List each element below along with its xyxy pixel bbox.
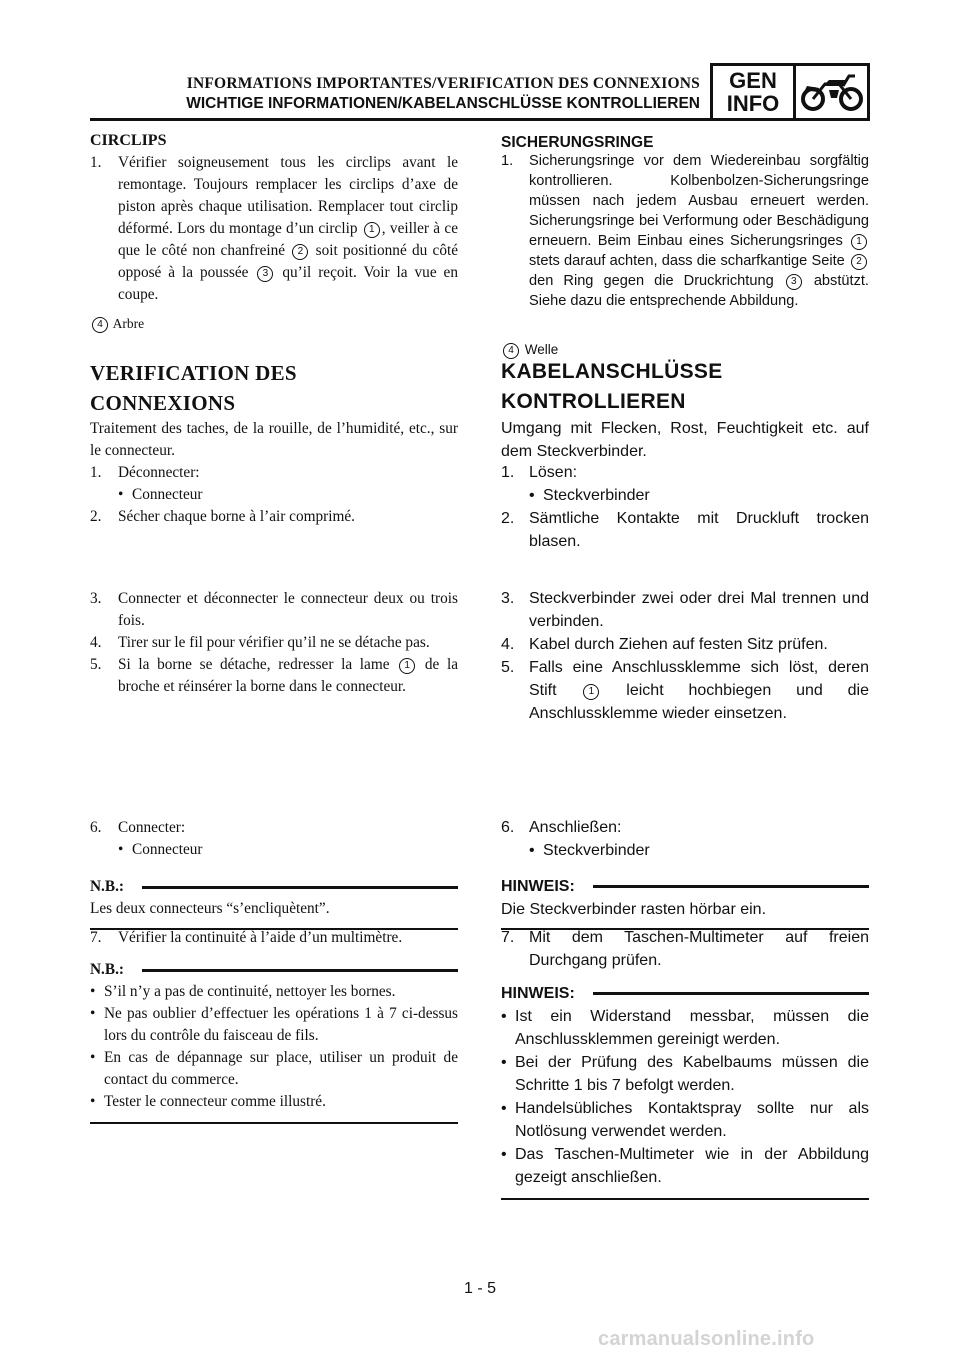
de-note-2-item: Handelsübliches Kontaktspray sollte nur als Notlösung verwendet werden. xyxy=(515,1100,869,1140)
fr-circlips-title: CIRCLIPS xyxy=(90,132,167,149)
fr-section-title xyxy=(90,358,458,418)
gen-info-badge xyxy=(710,63,870,121)
callout-4: 4 xyxy=(503,343,519,359)
de-step-6: Anschließen: xyxy=(529,819,622,836)
fr-note-1-text: Les deux connecteurs “s’encliquètent”. xyxy=(90,900,330,917)
callout-1: 1 xyxy=(583,684,599,700)
fr-step-6-block xyxy=(90,817,458,861)
step-number: 4. xyxy=(90,634,102,651)
fr-note-2-item: S’il n’y a pas de continuité, nettoyer les bornes. xyxy=(104,983,396,1000)
note-rule xyxy=(593,885,869,888)
de-steps-1-2 xyxy=(501,461,869,553)
fr-circlips-text-4: qu’il reçoit. Voir la vue en coupe. xyxy=(118,264,458,303)
bullet: • xyxy=(118,486,124,503)
fr-note-2 xyxy=(90,959,458,1124)
header-title-fr: INFORMATIONS IMPORTANTES/VERIFICATION DES CONNEXIONS xyxy=(186,75,700,92)
fr-note-2-item: En cas de dépannage sur place, utiliser un produit de contact du commerce. xyxy=(104,1049,458,1088)
bullet: • xyxy=(529,842,535,859)
de-step-7 xyxy=(501,926,869,972)
motorcycle-icon xyxy=(796,66,867,118)
de-circlips-text-2: stets darauf achten, dass die scharfkantige Seite xyxy=(529,253,845,269)
step-number: 1. xyxy=(501,464,515,481)
de-step-6-block xyxy=(501,816,869,862)
note-rule xyxy=(142,969,458,972)
fr-step-7 xyxy=(90,927,458,949)
de-steps-3-5 xyxy=(501,587,869,725)
step-number: 3. xyxy=(90,590,102,607)
fr-circlips-text-3: soit positionné du côté opposé à la poussée xyxy=(118,242,459,281)
fr-note-1 xyxy=(90,876,458,930)
de-step-4: Kabel durch Ziehen auf festen Sitz prüfen. xyxy=(529,636,828,653)
callout-1: 1 xyxy=(399,658,415,674)
bullet: • xyxy=(90,983,96,1000)
de-step-5-b: leicht hochbiegen und die Anschlussklemme wieder einsetzen. xyxy=(529,682,869,722)
de-note-2-item: Bei der Prüfung des Kabelbaums müssen die Schritte 1 bis 7 befolgt werden. xyxy=(515,1054,869,1094)
de-note-2 xyxy=(501,982,869,1200)
step-number: 5. xyxy=(501,659,515,676)
gen-info-label xyxy=(713,66,796,118)
note-end-rule xyxy=(501,1198,869,1200)
badge-line-1: GEN xyxy=(729,68,777,93)
fr-note-2-item: Ne pas oublier d’effectuer les opérations 1 à 7 ci-dessus lors du contrôle du faisceau de fils. xyxy=(104,1005,458,1044)
step-number: 6. xyxy=(90,819,102,836)
de-step-6-bullet: Steckverbinder xyxy=(543,842,650,859)
callout-1: 1 xyxy=(851,234,867,250)
bullet: • xyxy=(501,1008,507,1025)
step-number: 4. xyxy=(501,636,515,653)
fr-step-5-b: de la broche et réinsérer la borne dans le connecteur. xyxy=(118,656,459,695)
page-number: 1 - 5 xyxy=(463,1280,496,1297)
step-number: 2. xyxy=(90,508,102,525)
fr-section-title-line-1: VERIFICATION DES xyxy=(90,361,297,385)
de-circlips-title: SICHERUNGSRINGE xyxy=(501,134,654,151)
fr-legend-text: Arbre xyxy=(112,316,145,331)
step-number: 6. xyxy=(501,819,515,836)
de-step-2: Sämtliche Kontakte mit Druckluft trocken blasen. xyxy=(529,510,869,550)
header-rule xyxy=(90,118,710,121)
de-step-1: Lösen: xyxy=(529,464,578,481)
badge-line-2: INFO xyxy=(726,91,780,116)
de-note-2-item: Ist ein Widerstand messbar, müssen die Anschlussklemmen gereinigt werden. xyxy=(515,1008,869,1048)
fr-step-7-text: Vérifier la continuité à l’aide d’un multimètre. xyxy=(118,929,403,946)
callout-3: 3 xyxy=(786,274,802,290)
de-step-3: Steckverbinder zwei oder drei Mal trennen und verbinden. xyxy=(529,590,869,630)
bullet: • xyxy=(501,1054,507,1071)
fr-note-1-label: N.B.: xyxy=(90,878,124,895)
bullet: • xyxy=(90,1005,96,1022)
de-note-2-label: HINWEIS: xyxy=(501,985,575,1002)
step-number: 1. xyxy=(90,464,102,481)
de-section-title-line-1: KABELANSCHLÜSSE xyxy=(501,360,723,383)
de-section-title-line-2: KONTROLLIEREN xyxy=(501,390,686,413)
fr-intro: Traitement des taches, de la rouille, de l’humidité, etc., sur le connecteur. xyxy=(90,420,458,459)
bullet: • xyxy=(90,1049,96,1066)
step-number: 7. xyxy=(501,929,515,946)
fr-circlips-text-2: , veiller à ce que le côté non chanfreiné xyxy=(118,220,458,259)
fr-step-6: Connecter: xyxy=(118,819,186,836)
de-note-1-text: Die Steckverbinder rasten hörbar ein. xyxy=(501,901,767,918)
de-note-1 xyxy=(501,875,869,930)
fr-circlips-step xyxy=(90,152,458,306)
note-end-rule xyxy=(90,1122,458,1124)
step-number: 5. xyxy=(90,656,102,673)
callout-3: 3 xyxy=(257,266,273,282)
fr-steps-1-2 xyxy=(90,462,458,528)
watermark: carmanualsonline.info xyxy=(598,1328,815,1350)
step-number: 1. xyxy=(90,154,102,171)
fr-legend xyxy=(90,313,458,335)
fr-note-2-item: Tester le connecteur comme illustré. xyxy=(104,1093,326,1110)
de-circlips-step xyxy=(501,151,869,311)
de-note-1-label: HINWEIS: xyxy=(501,878,575,895)
step-number: 2. xyxy=(501,510,515,527)
de-step-5-a: Falls eine Anschlussklemme sich löst, deren Stift xyxy=(529,659,869,699)
de-circlips-text-1: Sicherungsringe vor dem Wiedereinbau sorgfältig kontrollieren. Kolbenbolzen-Sicherungsringe müssen nach jedem Ausbau erneuert werden. Sicherungsringe bei Verformung oder Beschädigung erneuern. Beim Einbau eines Sicherungsringes xyxy=(529,153,869,249)
fr-step-3: Connecter et déconnecter le connecteur deux ou trois fois. xyxy=(118,590,458,629)
fr-step-4: Tirer sur le fil pour vérifier qu’il ne se détache pas. xyxy=(118,634,430,651)
bullet: • xyxy=(501,1100,507,1117)
fr-note-2-label: N.B.: xyxy=(90,961,124,978)
bullet: • xyxy=(529,487,535,504)
callout-4: 4 xyxy=(92,317,108,333)
fr-step-1-bullet: Connecteur xyxy=(132,486,203,503)
fr-step-1: Déconnecter: xyxy=(118,464,200,481)
de-note-2-item: Das Taschen-Multimeter wie in der Abbildung gezeigt anschließen. xyxy=(515,1146,869,1186)
de-intro: Umgang mit Flecken, Rost, Feuchtigkeit etc. auf dem Steckverbinder. xyxy=(501,420,869,460)
fr-step-6-bullet: Connecteur xyxy=(132,841,203,858)
step-number: 3. xyxy=(501,590,515,607)
callout-2: 2 xyxy=(851,254,867,270)
step-number: 1. xyxy=(501,153,514,169)
note-rule xyxy=(142,886,458,889)
de-step-1-bullet: Steckverbinder xyxy=(543,487,650,504)
callout-1: 1 xyxy=(364,222,380,238)
callout-2: 2 xyxy=(292,244,308,260)
de-legend-text: Welle xyxy=(524,342,559,357)
note-rule xyxy=(593,992,869,995)
de-step-7-text: Mit dem Taschen-Multimeter auf freien Durchgang prüfen. xyxy=(529,929,869,969)
fr-step-5-a: Si la borne se détache, redresser la lame xyxy=(118,656,390,673)
step-number: 7. xyxy=(90,929,102,946)
fr-section-title-line-2: CONNEXIONS xyxy=(90,391,236,415)
fr-steps-3-5 xyxy=(90,588,458,698)
fr-step-2: Sécher chaque borne à l’air comprimé. xyxy=(118,508,355,525)
de-circlips-text-4: abstützt. Siehe dazu die entsprechende Abbildung. xyxy=(529,273,869,309)
fr-circlips-text-1: Vérifier soigneusement tous les circlips avant le remontage. Toujours remplacer les circlips d’axe de piston après chaque utilisation. Remplacer tout circlip déformé. Lors du montage d’un circlip xyxy=(118,154,458,237)
bullet: • xyxy=(118,841,124,858)
bullet: • xyxy=(90,1093,96,1110)
header-title-de: WICHTIGE INFORMATIONEN/KABELANSCHLÜSSE KONTROLLIEREN xyxy=(186,95,700,112)
bullet: • xyxy=(501,1146,507,1163)
de-circlips-text-3: den Ring gegen die Druckrichtung xyxy=(529,273,774,289)
de-section-title xyxy=(501,357,869,417)
